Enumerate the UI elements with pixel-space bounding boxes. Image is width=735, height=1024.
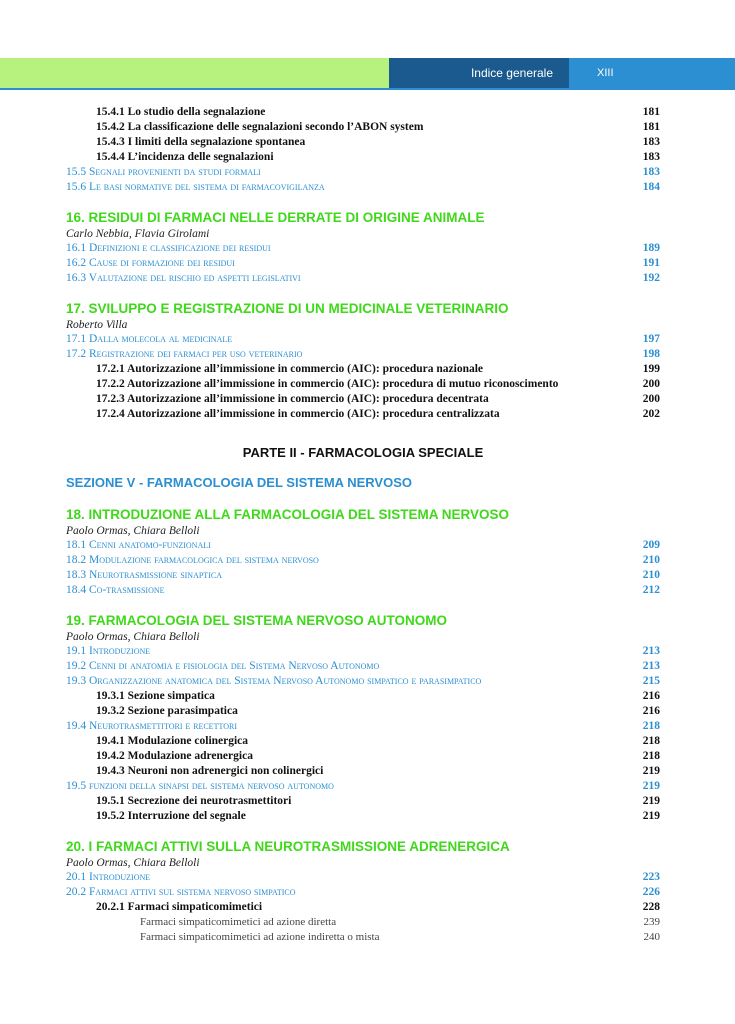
toc-entry-title: 17.2.1 Autorizzazione all’immissione in commercio (AIC): procedura nazionale <box>96 363 484 375</box>
toc-entry <box>66 659 660 674</box>
toc-entry <box>66 120 660 135</box>
toc-entry-page: 216 <box>642 705 660 717</box>
toc-entry-title: 15.4.2 La classificazione delle segnalazioni secondo l’ABON system <box>96 121 424 133</box>
toc-entry <box>66 553 660 568</box>
chapter-title: 16. RESIDUI DI FARMACI NELLE DERRATE DI ORIGINE ANIMALE <box>66 210 485 225</box>
toc-entry-page: 191 <box>642 257 660 269</box>
chapter-authors: Roberto Villa <box>66 319 128 331</box>
toc-entry-page: 215 <box>642 675 660 687</box>
toc-entry-page: 200 <box>642 378 660 390</box>
toc-entry <box>66 332 660 347</box>
toc-entry <box>66 719 660 734</box>
toc-entry-page: 183 <box>642 136 660 148</box>
toc-entry-title: 17.2.3 Autorizzazione all’immissione in commercio (AIC): procedura decentrata <box>96 393 489 405</box>
toc-entry <box>66 749 660 764</box>
toc-entry <box>66 135 660 150</box>
toc-entry-page: 228 <box>642 901 660 913</box>
toc-entry <box>66 271 660 286</box>
toc-entry-page: 197 <box>642 333 660 345</box>
toc-entry-page: 219 <box>642 810 660 822</box>
toc-entry-title: 18.4 Co-trasmissione <box>66 584 165 596</box>
toc-entry-title: 18.3 Neurotrasmissione sinaptica <box>66 569 222 581</box>
toc-entry-title: 20.2 Farmaci attivi sul sistema nervoso simpatico <box>66 886 296 898</box>
toc-entry-page: 192 <box>642 272 660 284</box>
chapter-title: 20. I FARMACI ATTIVI SULLA NEUROTRASMISSIONE ADRENERGICA <box>66 839 510 854</box>
toc-entry-page: 202 <box>642 408 660 420</box>
chapter-title: 19. FARMACOLOGIA DEL SISTEMA NERVOSO AUTONOMO <box>66 613 448 628</box>
toc-entry-title: 15.4.3 I limiti della segnalazione spontanea <box>96 136 306 148</box>
toc-entry-title: Farmaci simpaticomimetici ad azione indiretta o mista <box>140 931 380 943</box>
toc-entry-title: 19.3 Organizzazione anatomica del Sistema Nervoso Autonomo simpatico e parasimpatico <box>66 675 482 687</box>
toc-entry <box>66 256 660 271</box>
toc-entry <box>66 165 660 180</box>
toc-entry <box>66 407 660 422</box>
toc-entry-page: 200 <box>642 393 660 405</box>
header-page-number: XIII <box>569 58 735 88</box>
toc-entry-title: 17.2.2 Autorizzazione all’immissione in commercio (AIC): procedura di mutuo riconoscimento <box>96 378 559 390</box>
toc-entry-page: 183 <box>642 151 660 163</box>
toc-entry <box>66 704 660 719</box>
toc-entry-title: 17.2.4 Autorizzazione all’immissione in commercio (AIC): procedura centralizzata <box>96 408 500 420</box>
toc-entry-page: 213 <box>642 660 660 672</box>
toc-entry-page: 181 <box>642 106 660 118</box>
toc-entry-title: 15.4.1 Lo studio della segnalazione <box>96 106 266 118</box>
toc-entry-title: 15.5 Segnali provenienti da studi formali <box>66 166 261 178</box>
toc-entry-page: 240 <box>643 931 660 943</box>
toc-entry-page: 218 <box>642 735 660 747</box>
header-title: Indice generale <box>389 58 569 88</box>
toc-entry <box>66 885 660 900</box>
toc-entry-title: 19.2 Cenni di anatomia e fisiologia del Sistema Nervoso Autonomo <box>66 660 380 672</box>
toc-entry <box>66 150 660 165</box>
toc-entry <box>66 347 660 362</box>
toc-entry <box>66 689 660 704</box>
toc-entry-page: 219 <box>642 795 660 807</box>
toc-entry <box>66 241 660 256</box>
toc-entry-page: 219 <box>642 765 660 777</box>
section-title: SEZIONE V - FARMACOLOGIA DEL SISTEMA NERVOSO <box>66 475 412 490</box>
toc-entry <box>66 568 660 583</box>
toc-entry-title: 18.2 Modulazione farmacologica del sistema nervoso <box>66 554 319 566</box>
part-title: PARTE II - FARMACOLOGIA SPECIALE <box>242 445 484 460</box>
toc-entry-title: 15.6 Le basi normative del sistema di farmacovigilanza <box>66 181 325 193</box>
toc-entry-title: 16.2 Cause di formazione dei residui <box>66 257 235 269</box>
toc-entry <box>66 377 660 392</box>
toc-entry-title: Farmaci simpaticomimetici ad azione diretta <box>140 916 337 928</box>
toc-entry-title: 17.1 Dalla molecola al medicinale <box>66 333 233 345</box>
toc-entry-page: 218 <box>642 720 660 732</box>
toc-entry <box>66 362 660 377</box>
toc-entry-title: 19.5.1 Secrezione dei neurotrasmettitori <box>96 795 292 807</box>
chapter-authors: Carlo Nebbia, Flavia Girolami <box>66 228 210 240</box>
toc-entry <box>66 674 660 689</box>
toc-entry-title: 15.4.4 L’incidenza delle segnalazioni <box>96 151 274 163</box>
toc-entry-page: 219 <box>642 780 660 792</box>
toc-entry <box>66 392 660 407</box>
chapter-authors: Paolo Ormas, Chiara Belloli <box>66 857 200 869</box>
toc-entry-title: 19.1 Introduzione <box>66 645 151 657</box>
chapter-title: 18. INTRODUZIONE ALLA FARMACOLOGIA DEL SISTEMA NERVOSO <box>66 507 510 522</box>
chapter-authors: Paolo Ormas, Chiara Belloli <box>66 631 200 643</box>
toc-entry-page: 239 <box>643 916 660 928</box>
chapter-title: 17. SVILUPPO E REGISTRAZIONE DI UN MEDICINALE VETERINARIO <box>66 301 509 316</box>
toc-entry <box>66 794 660 809</box>
toc-entry-page: 209 <box>642 539 660 551</box>
toc-entry-title: 20.1 Introduzione <box>66 871 151 883</box>
toc-entry-title: 17.2 Registrazione dei farmaci per uso veterinario <box>66 348 303 360</box>
header-green-band <box>0 58 389 88</box>
toc-entry-title: 19.4.2 Modulazione adrenergica <box>96 750 253 762</box>
toc-entry-page: 218 <box>642 750 660 762</box>
toc-entry-title: 19.3.1 Sezione simpatica <box>96 690 215 702</box>
toc-entry-page: 199 <box>642 363 660 375</box>
toc-entry <box>66 809 660 824</box>
header-rule <box>0 88 735 90</box>
toc-entry <box>66 915 660 930</box>
toc-entry <box>66 644 660 659</box>
toc-entry-title: 20.2.1 Farmaci simpaticomimetici <box>96 901 263 913</box>
toc-entry <box>66 870 660 885</box>
chapter-authors: Paolo Ormas, Chiara Belloli <box>66 525 200 537</box>
toc-entry-page: 210 <box>642 554 660 566</box>
toc-entry-page: 198 <box>642 348 660 360</box>
toc-entry-title: 19.4.3 Neuroni non adrenergici non colinergici <box>96 765 324 777</box>
toc-entry-title: 19.3.2 Sezione parasimpatica <box>96 705 238 717</box>
toc-entry-page: 213 <box>642 645 660 657</box>
toc-entry <box>66 538 660 553</box>
toc-entry-page: 226 <box>642 886 660 898</box>
toc-entry-page: 210 <box>642 569 660 581</box>
toc-entry-title: 19.4.1 Modulazione colinergica <box>96 735 249 747</box>
toc-entry-page: 212 <box>642 584 660 596</box>
toc-entry <box>66 779 660 794</box>
toc-entry-title: 16.3 Valutazione del rischio ed aspetti legislativi <box>66 272 301 284</box>
toc-entry <box>66 930 660 945</box>
toc-entry-page: 216 <box>642 690 660 702</box>
toc-entry-title: 16.1 Definizioni e classificazione dei residui <box>66 242 271 254</box>
toc-entry-page: 189 <box>642 242 660 254</box>
table-of-contents <box>66 105 660 945</box>
toc-entry-title: 18.1 Cenni anatomo-funzionali <box>66 539 211 551</box>
toc-entry-title: 19.4 Neurotrasmettitori e recettori <box>66 720 237 732</box>
toc-entry-title: 19.5.2 Interruzione del segnale <box>96 810 246 822</box>
toc-entry <box>66 180 660 195</box>
toc-entry <box>66 734 660 749</box>
running-header <box>0 58 735 88</box>
toc-entry-title: 19.5 funzioni della sinapsi del sistema nervoso autonomo <box>66 780 334 792</box>
toc-entry-page: 223 <box>642 871 660 883</box>
toc-entry <box>66 105 660 120</box>
toc-entry <box>66 900 660 915</box>
toc-entry-page: 183 <box>642 166 660 178</box>
toc-entry <box>66 583 660 598</box>
toc-entry-page: 184 <box>642 181 660 193</box>
toc-entry <box>66 764 660 779</box>
toc-entry-page: 181 <box>642 121 660 133</box>
